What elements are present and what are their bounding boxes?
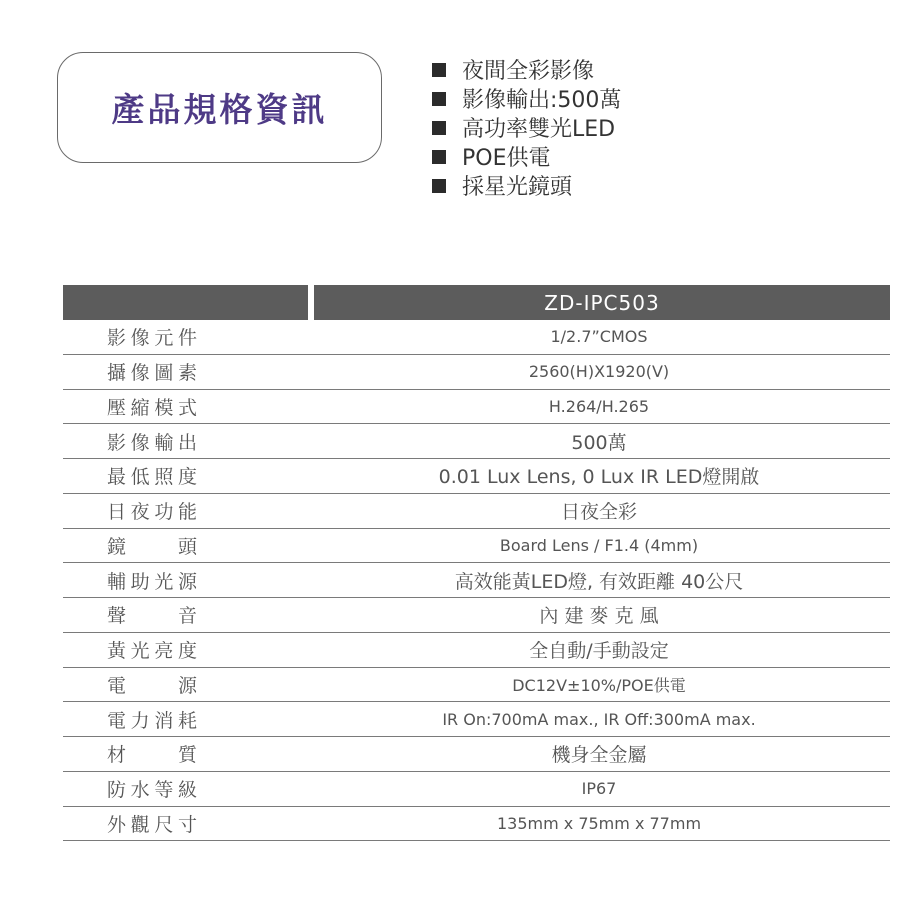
spec-label: 電 源 (107, 674, 197, 697)
spec-label: 影像輸出 (107, 431, 197, 454)
table-row (63, 807, 890, 842)
feature-label: 夜間全彩影像 (462, 59, 595, 84)
spec-value: H.264/H.265 (548, 396, 650, 416)
spec-value: 0.01 Lux Lens, 0 Lux IR LED燈開啟 (438, 466, 760, 489)
spec-label-cell (63, 459, 308, 493)
spec-value: DC12V±10%/POE供電 (512, 675, 686, 695)
spec-label-cell (63, 390, 308, 424)
spec-value: 全自動/手動設定 (529, 640, 669, 663)
table-row (63, 424, 890, 459)
spec-value: 500萬 (571, 431, 627, 454)
model-name: ZD-IPC503 (314, 285, 890, 320)
spec-label-cell (63, 633, 308, 667)
table-row (63, 529, 890, 564)
table-row (63, 355, 890, 390)
square-bullet-icon (432, 150, 446, 164)
spec-label: 攝像圖素 (107, 362, 197, 385)
square-bullet-icon (432, 92, 446, 106)
table-row (63, 737, 890, 772)
table-row (63, 668, 890, 703)
feature-item (432, 142, 621, 171)
spec-label: 聲 音 (107, 605, 197, 628)
title-box (57, 52, 382, 163)
spec-label-cell (63, 563, 308, 597)
table-row (63, 494, 890, 529)
spec-label-cell (63, 320, 308, 354)
spec-label: 外觀尺寸 (107, 813, 197, 836)
spec-value: IP67 (581, 779, 617, 799)
spec-label-cell (63, 355, 308, 389)
table-row (63, 459, 890, 494)
spec-value: 機身全金屬 (551, 744, 647, 767)
spec-table-header (63, 285, 890, 320)
table-row (63, 772, 890, 807)
spec-label-cell (63, 737, 308, 771)
spec-label: 影像元件 (107, 327, 197, 350)
feature-item (432, 55, 621, 84)
feature-label: 影像輸出:500萬 (462, 88, 622, 113)
spec-label-cell (63, 494, 308, 528)
feature-item (432, 113, 621, 142)
spec-value: 135mm x 75mm x 77mm (496, 813, 702, 833)
spec-value: 日夜全彩 (560, 501, 637, 524)
spec-value: 2560(H)X1920(V) (528, 362, 670, 382)
spec-label: 防水等級 (107, 779, 197, 802)
spec-label: 最低照度 (107, 466, 197, 489)
square-bullet-icon (432, 63, 446, 77)
spec-label: 鏡 頭 (107, 535, 197, 558)
spec-label-cell (63, 424, 308, 458)
spec-label: 壓縮模式 (107, 396, 197, 419)
spec-value: Board Lens / F1.4 (4mm) (499, 535, 699, 555)
spec-value: IR On:700mA max., IR Off:300mA max. (442, 709, 756, 729)
square-bullet-icon (432, 121, 446, 135)
spec-label: 材 質 (107, 744, 197, 767)
spec-label: 日夜功能 (107, 501, 197, 524)
feature-label: 採星光鏡頭 (462, 175, 573, 200)
feature-list (432, 55, 621, 200)
table-row (63, 702, 890, 737)
spec-label-cell (63, 702, 308, 736)
table-row (63, 598, 890, 633)
feature-label: POE供電 (462, 146, 551, 171)
table-row (63, 320, 890, 355)
spec-label-cell (63, 529, 308, 563)
spec-label-cell (63, 668, 308, 702)
feature-label: 高功率雙光LED (462, 117, 616, 142)
page-title: 產品規格資訊 (111, 90, 328, 129)
spec-label: 黃光亮度 (107, 640, 197, 663)
spec-label-cell (63, 598, 308, 632)
spec-label-cell (63, 807, 308, 841)
spec-value: 高效能黃LED燈, 有效距離 40公尺 (454, 570, 744, 593)
spec-value: 1/2.7”CMOS (550, 327, 648, 347)
spec-table (63, 285, 890, 841)
table-row (63, 390, 890, 425)
feature-item (432, 171, 621, 200)
spec-label-cell (63, 772, 308, 806)
table-row (63, 563, 890, 598)
spec-label: 輔助光源 (107, 570, 197, 593)
table-row (63, 633, 890, 668)
square-bullet-icon (432, 179, 446, 193)
header-label-cell (63, 285, 308, 320)
spec-value: 內 建 麥 克 風 (539, 605, 659, 628)
feature-item (432, 84, 621, 113)
spec-label: 電力消耗 (107, 709, 197, 732)
